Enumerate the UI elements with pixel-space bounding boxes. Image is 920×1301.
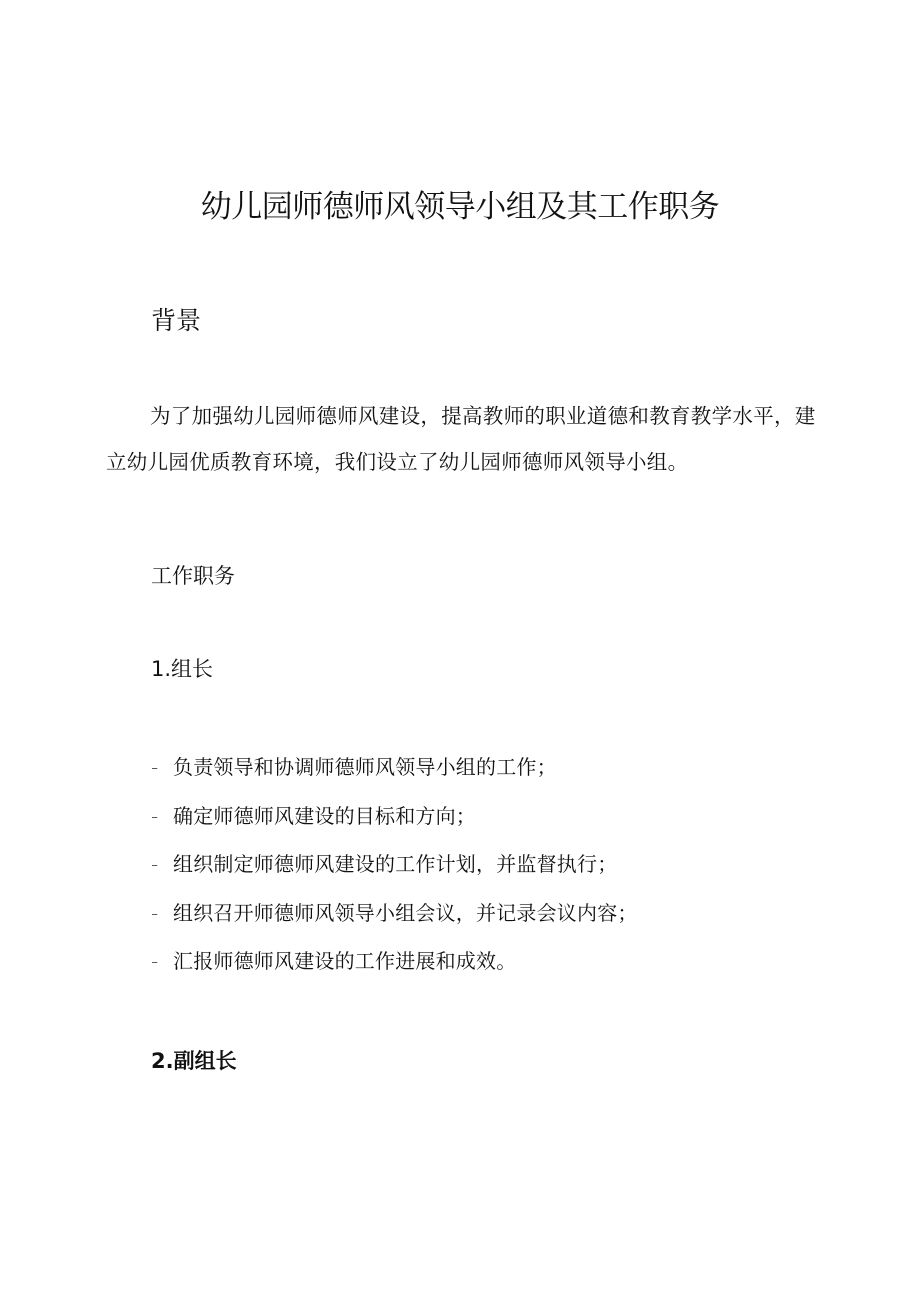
duty-item (151, 743, 638, 792)
bullet-dash: - (151, 900, 159, 925)
duty-text: 汇报师德师风建设的工作进展和成效。 (173, 949, 517, 973)
background-heading: 背景 (151, 306, 202, 335)
leader-duty-list (151, 743, 638, 986)
duty-item (151, 792, 638, 841)
duty-text: 负责领导和协调师德师风领导小组的工作； (173, 755, 557, 779)
duty-item (151, 840, 638, 889)
duty-text: 确定师德师风建设的目标和方向； (173, 803, 476, 828)
document-title: 幼儿园师德师风领导小组及其工作职务 (200, 189, 720, 225)
bullet-dash: - (151, 803, 159, 828)
duty-item (151, 937, 638, 986)
duties-heading: 工作职务 (151, 564, 235, 588)
duty-item (151, 889, 638, 938)
duty-text: 组织制定师德师风建设的工作计划，并监督执行； (173, 852, 618, 876)
bullet-dash: - (151, 755, 159, 779)
role-heading-deputy-leader: 2.副组长 (151, 1049, 237, 1073)
bullet-dash: - (151, 852, 159, 876)
bullet-dash: - (151, 949, 159, 973)
role-heading-leader: 1.组长 (151, 657, 214, 681)
duty-text: 组织召开师德师风领导小组会议，并记录会议内容； (173, 900, 638, 925)
background-paragraph: 为了加强幼儿园师德师风建设，提高教师的职业道德和教育教学水平，建立幼儿园优质教育环境，我们设立了幼儿园师德师风领导小组。 (106, 404, 816, 474)
